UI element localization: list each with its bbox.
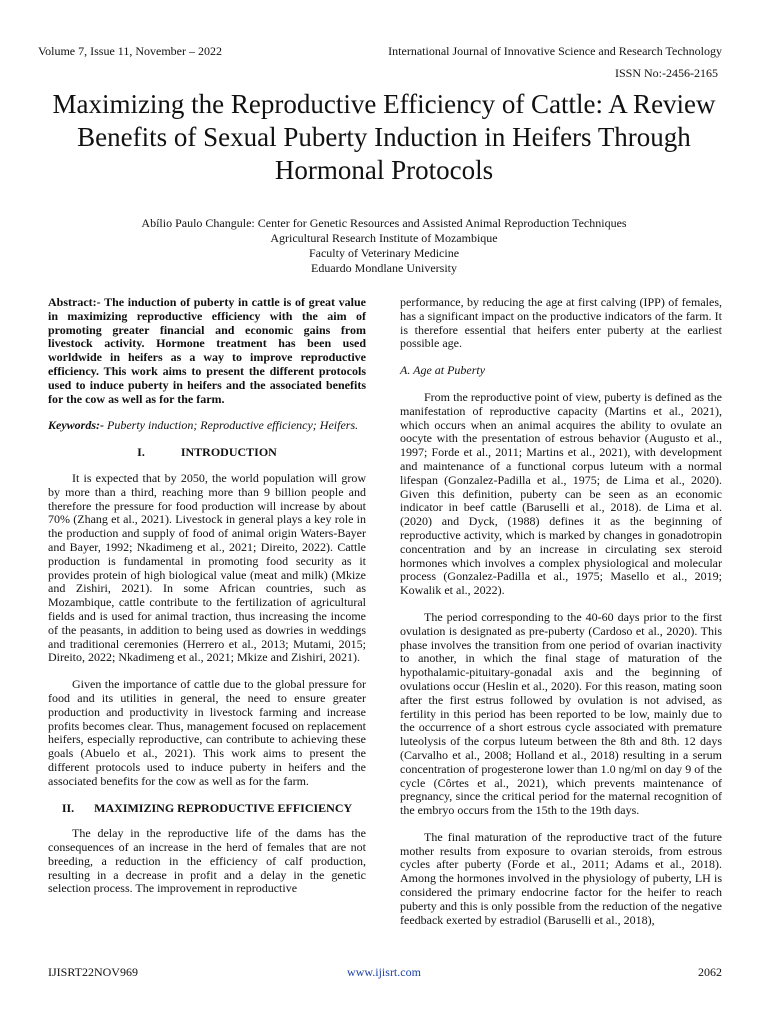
left-column xyxy=(48,296,366,909)
author-block xyxy=(40,216,728,276)
author-affiliation-line: Eduardo Mondlane University xyxy=(311,261,457,275)
right-column xyxy=(400,296,722,940)
keywords-text: Puberty induction; Reproductive efficiency; Heifers. xyxy=(104,418,359,433)
section-title: MAXIMIZING REPRODUCTIVE EFFICIENCY xyxy=(94,800,353,815)
paragraph: The period corresponding to the 40-60 days prior to the first ovulation is designated as pre-puberty (Cardoso et al., 2020). This phase involves the transition from one period of ovarian inactivity to another, in which the final stage of maturation of the hypothalamic-pituitary-gonadal axis and the beginning of ovulations occur (Heslin et al., 2020). For this reason, mating soon after the first estrus followed by ovulation is not advised, as fertility in this period has been reported to be low, mainly due to the occurrence of a short estrous cycle associated with premature luteolysis of the corpus luteum between the 8th and 8th. 12 days (Carvalho et al., 2008; Holland et al., 2018) resulting in a serum concentration of progesterone lower than 1.0 ng/ml on day 9 of the cycle (Côrtes et al., 2021), which prevents maintenance of pregnancy, since the critical period for the maternal recognition of the embryo occurs from the 15th to the 19th days. xyxy=(400,609,722,818)
section-number: II. xyxy=(61,800,75,815)
section-heading-introduction xyxy=(48,446,366,460)
author-affiliation-line: Agricultural Research Institute of Mozambique xyxy=(270,231,498,245)
paper-title: Maximizing the Reproductive Efficiency of Cattle: A Review Benefits of Sexual Puberty Induction in Heifers Through Hormonal Protocols xyxy=(52,89,716,185)
issn: ISSN No:-2456-2165 xyxy=(614,66,718,80)
abstract-label: Abstract:- xyxy=(48,295,101,309)
journal-link[interactable]: www.ijisrt.com xyxy=(347,965,421,979)
paragraph: Given the importance of cattle due to the global pressure for food and its utilities in general, the need to ensure greater production and productivity in livestock farming and increase profits becomes clear. Thus, management focused on replacement heifers, especially reproductive, can contribute to achieving these goals (Abuelo et al., 2021). This work aims to present the different protocols used to induce puberty in heifers and the associated benefits for the cow as well as for the farm. xyxy=(48,677,366,788)
author-affiliation-line: Faculty of Veterinary Medicine xyxy=(308,246,460,260)
paper-code: IJISRT22NOV969 xyxy=(48,965,138,979)
section-heading-maximizing xyxy=(48,802,366,816)
keywords xyxy=(48,419,366,433)
abstract-text: The induction of puberty in cattle is of great value in maximizing reproductive efficiency with the aim of promoting greater financial and economic gains from livestock activity. Hormone treatment has been used worldwide in heifers as a way to improve reproductive efficiency. This work aims to present the different protocols used to induce puberty in heifers and the associated benefits for the cow as well as for the farm. xyxy=(48,295,366,406)
subsection-heading-age-at-puberty: A. Age at Puberty xyxy=(400,363,486,378)
paragraph: The final maturation of the reproductive tract of the future mother results from exposure to ovarian steroids, from estrous cycles after puberty (Forde et al., 2011; Adams et al., 2018). Among the hormones involved in the physiology of puberty, LH is considered the primary endocrine factor for the heifer to reach puberty and this is only possible from the reduction of the negative feedback exerted by estradiol (Baruselli et al., 2018), xyxy=(400,829,722,927)
keywords-label: Keywords:- xyxy=(48,418,104,433)
footer-url-wrapper xyxy=(0,965,768,980)
paragraph: performance, by reducing the age at first calving (IPP) of females, has a significant impact on the productive indicators of the farm. It is therefore essential that heifers enter puberty at the earliest possible age. xyxy=(400,295,722,351)
paragraph: The delay in the reproductive life of the dams has the consequences of an increase in the herd of females that are not breeding, a reduction in the efficiency of calf production, resulting in a decrease in profit and a delay in the genetic selection process. The improvement in reproductive xyxy=(48,826,366,896)
paragraph: It is expected that by 2050, the world population will grow by more than a third, reaching more than 9 billion people and therefore the pressure for food production will increase by about 70% (Zhang et al., 2021). Livestock in general plays a key role in the production and supply of food of animal origin Waters-Bayer and Bayer, 1992; Nkadimeng et al., 2021; Direito, 2022). Cattle production is fundamental in promoting food security as it provides protein of high biological value (meat and milk) (Mkize and Zishiri, 2021). In some African countries, such as Mozambique, cattle contribute to the fertilization of agricultural fields and is used for animal traction, thus increasing the income of the peasants, in addition to being used as dowries in weddings and traditional ceremonies (Herrero et al., 2013; Mutami, 2015; Direito, 2022; Nkadimeng et al., 2021; Mkize and Zishiri, 2021). xyxy=(48,470,366,665)
paragraph: From the reproductive point of view, puberty is defined as the manifestation of reproductive capacity (Martins et al., 2021), which occurs when an animal acquires the ability to ovulate an oocyte with the presentation of estrous behavior (Augusto et al., 1997; Forde et al., 2011; Martins et al., 2021), with development and maintenance of a functional corpus luteum with a normal lifespan (Gonzalez-Padilla et al., 1975; de Lima et al., 2020). Given this definition, puberty can be seen as an economic indicator in beef cattle (Baruselli et al., 2018). de Lima et al. (2020) and Dyck, (1988) defines it as the beginning of reproductive activity, which is marked by changes in gonadotropin concentration and by an increase in circulating sex steroid hormones which involves a complex physiological and molecular process (Gonzalez-Padilla et al., 1975; Masello et al., 2019; Kowalik et al., 2022). xyxy=(400,389,722,598)
page-number: 2062 xyxy=(698,965,722,979)
abstract xyxy=(48,296,366,406)
section-title: INTRODUCTION xyxy=(180,445,277,460)
section-number: I. xyxy=(137,445,145,460)
volume-info: Volume 7, Issue 11, November – 2022 xyxy=(38,44,222,58)
journal-name: International Journal of Innovative Science and Research Technology xyxy=(388,44,722,58)
author-affiliation-line: Abílio Paulo Changule: Center for Genetic Resources and Assisted Animal Reproduction Techniques xyxy=(141,216,627,230)
